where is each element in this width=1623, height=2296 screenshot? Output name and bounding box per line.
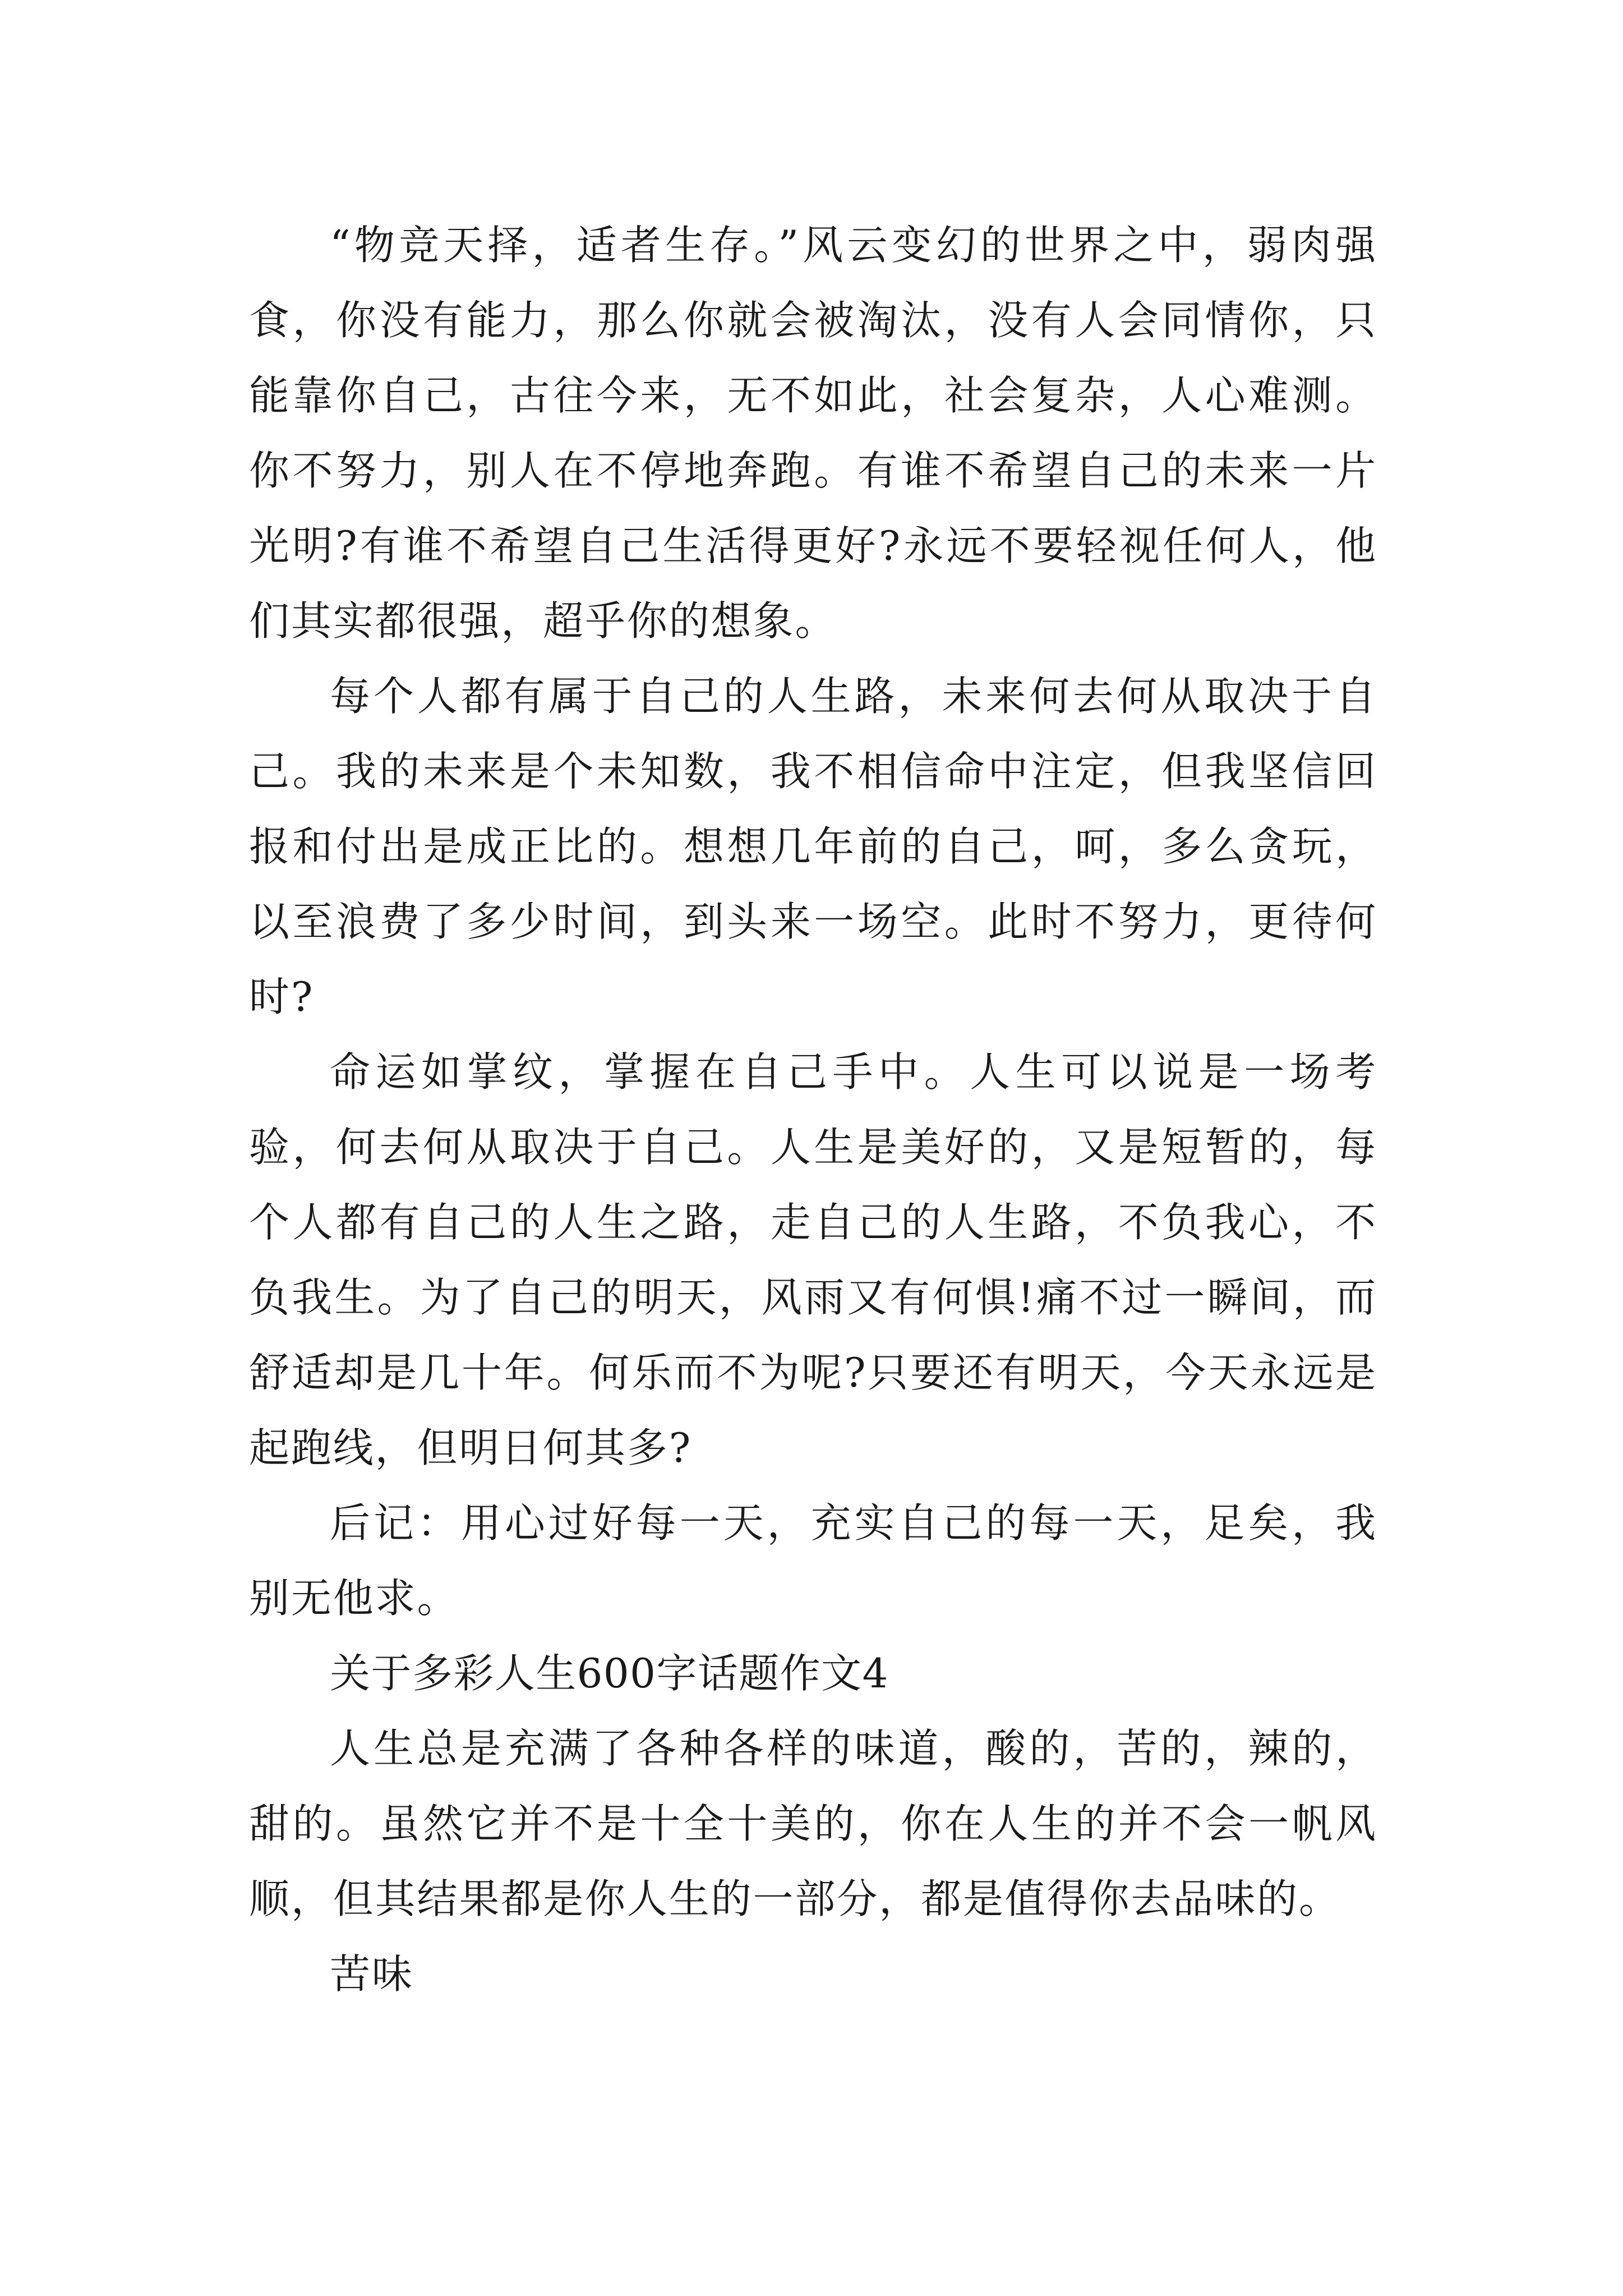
paragraph-afterword: 后记：用心过好每一天，充实自己的每一天，足矣，我别无他求。 [249,1499,1377,1622]
paragraph-bitter: 苦味 [330,1950,414,1998]
paragraph-life-road: 每个人都有属于自己的人生路，未来何去何从取决于自己。我的未来是个未知数，我不相信命中注定，但我坚信回报和付出是成正比的。想想几年前的自己，呵，多么贪玩，以至浪费了多少时间，到头来一场空。此时不努力，更待何时? [249,673,1377,1020]
paragraph-flavors: 人生总是充满了各种各样的味道，酸的，苦的，辣的，甜的。虽然它并不是十全十美的，你在人生的并不会一帆风顺，但其结果都是你人生的一部分，都是值得你去品味的。 [249,1725,1377,1922]
paragraph-survival: “物竞天择，适者生存。”风云变幻的世界之中，弱肉强食，你没有能力，那么你就会被淘汰，没有人会同情你，只能靠你自己，古往今来，无不如此，社会复杂，人心难测。你不努力，别人在不停地奔跑。有谁不希望自己的未来一片光明?有谁不希望自己生活得更好?永远不要轻视任何人，他们其实都很强，超乎你的想象。 [249,222,1377,645]
section-heading: 关于多彩人生600字话题作文4 [330,1650,889,1697]
document-body [249,208,1377,2012]
paragraph-destiny: 命运如掌纹，掌握在自己手中。人生可以说是一场考验，何去何从取决于自己。人生是美好的，又是短暂的，每个人都有自己的人生之路，走自己的人生路，不负我心，不负我生。为了自己的明天，风雨又有何惧!痛不过一瞬间，而舒适却是几十年。何乐而不为呢?只要还有明天，今天永远是起跑线，但明日何其多? [249,1048,1377,1471]
